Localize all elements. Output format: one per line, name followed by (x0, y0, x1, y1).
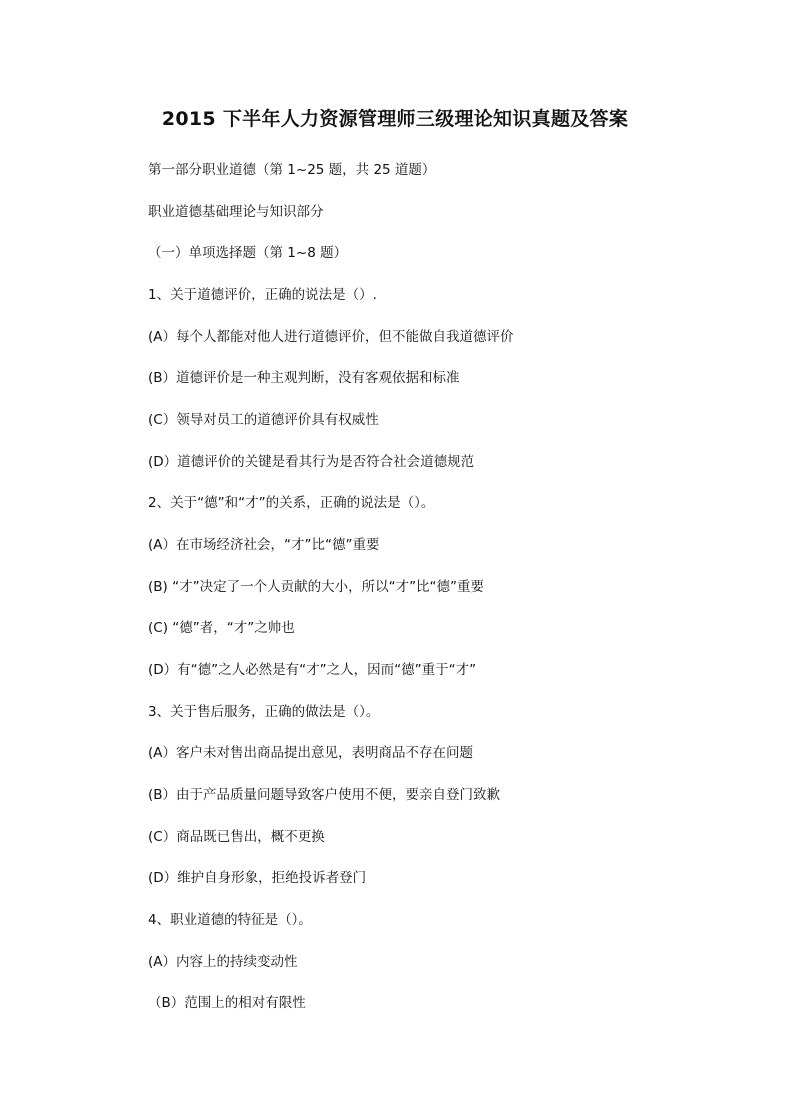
answer-option: (A）每个人都能对他人进行道德评价，但不能做自我道德评价 (148, 329, 514, 345)
answer-option: (B) “才”决定了一个人贡献的大小，所以“才”比“德”重要 (148, 579, 485, 595)
question-stem: 3、关于售后服务，正确的做法是（）。 (148, 704, 380, 720)
answer-option: (A）内容上的持续变动性 (148, 954, 298, 970)
answer-option: (D）道德评价的关键是看其行为是否符合社会道德规范 (148, 454, 475, 470)
answer-option: (C) “德”者，“才”之帅也 (148, 620, 295, 636)
part-heading: 第一部分职业道德（第 1~25 题，共 25 道题） (148, 162, 436, 178)
answer-option: (C）商品既已售出，概不更换 (148, 829, 325, 845)
document-title: 2015 下半年人力资源管理师三级理论知识真题及答案 (161, 108, 629, 130)
answer-option: (B）由于产品质量问题导致客户使用不便，要亲自登门致歉 (148, 787, 501, 803)
answer-option: (D）有“德”之人必然是有“才”之人，因而“德”重于“才” (148, 662, 477, 678)
subsection-heading: （一）单项选择题（第 1~8 题） (148, 245, 348, 261)
answer-option: (C）领导对员工的道德评价具有权威性 (148, 412, 379, 428)
answer-option: (A）客户未对售出商品提出意见，表明商品不存在问题 (148, 745, 474, 761)
answer-option: （B）范围上的相对有限性 (148, 995, 306, 1011)
question-stem: 1、关于道德评价，正确的说法是（）. (148, 287, 377, 303)
section-heading: 职业道德基础理论与知识部分 (148, 204, 324, 220)
answer-option: (A）在市场经济社会，“才”比“德”重要 (148, 537, 380, 553)
question-stem: 4、职业道德的特征是（）。 (148, 912, 312, 928)
answer-option: (B）道德评价是一种主观判断，没有客观依据和标准 (148, 370, 460, 386)
answer-option: (D）维护自身形象，拒绝投诉者登门 (148, 870, 367, 886)
question-stem: 2、关于“德”和“才”的关系，正确的说法是（）。 (148, 495, 435, 511)
